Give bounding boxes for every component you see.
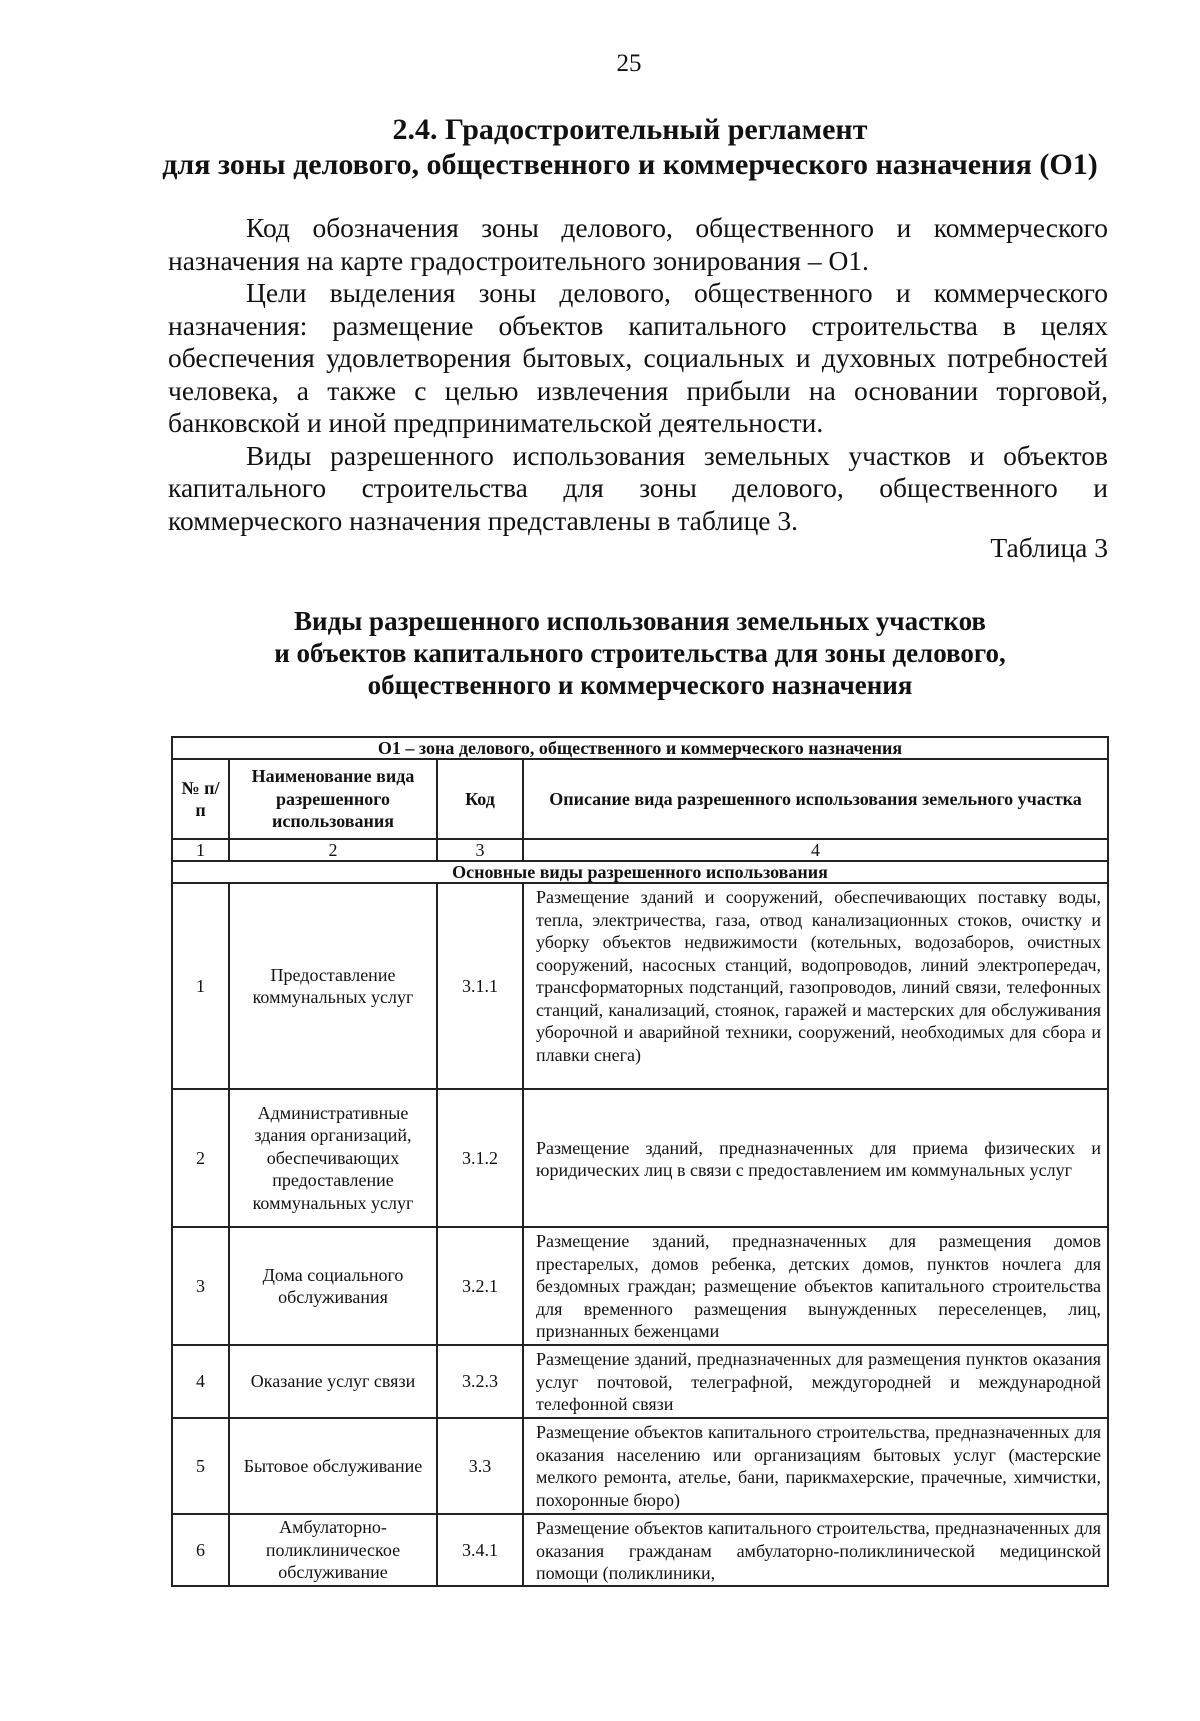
row-num: 3: [172, 1227, 229, 1345]
row-description: Размещение зданий, предназначенных для размещения домов престарелых, домов ребенка, детских домов, пунктов ночлега для бездомных граждан; размещение объектов капитального строительства для временного размещения вынужденных переселенцев, лиц, признанных беженцами: [523, 1227, 1108, 1345]
row-code: 3.1.1: [437, 883, 523, 1089]
row-name: Амбулаторно-поликлиническое обслуживание: [229, 1514, 437, 1586]
section-title: Основные виды разрешенного использования: [172, 861, 1108, 883]
section-heading: [150, 112, 1110, 182]
column-number: 1: [172, 839, 229, 861]
body-text: [168, 212, 1108, 537]
row-num: 1: [172, 883, 229, 1089]
paragraph: Цели выделения зоны делового, общественного и коммерческого назначения: размещение объектов капитального строительства в целях обеспечения удовлетворения бытовых, социальных и духовных потребностей человека, а также с целью извлечения прибыли на основании торговой, банковской и иной предпринимательской деятельности.: [168, 277, 1108, 438]
table-row: [172, 883, 1108, 1089]
column-number-row: [172, 839, 1108, 861]
row-name: Оказание услуг связи: [229, 1345, 437, 1418]
row-code: 3.2.1: [437, 1227, 523, 1345]
row-code: 3.1.2: [437, 1089, 523, 1227]
header-description: Описание вида разрешенного использования земельного участка: [523, 759, 1108, 839]
column-number: 3: [437, 839, 523, 861]
table-title-line: общественного и коммерческого назначения: [367, 670, 913, 700]
table-title-line: Виды разрешенного использования земельных участков: [294, 606, 986, 636]
header-code: Код: [437, 759, 523, 839]
table-row: [172, 1418, 1108, 1514]
row-num: 2: [172, 1089, 229, 1227]
row-code: 3.2.3: [437, 1345, 523, 1418]
zone-header: О1 – зона делового, общественного и коммерческого назначения: [172, 737, 1108, 759]
paragraph: Виды разрешенного использования земельных участков и объектов капитального строительства для зоны делового, общественного и коммерческого назначения представлены в таблице 3.: [168, 439, 1108, 536]
header-num: № п/п: [172, 759, 229, 839]
row-description: Размещение объектов капитального строительства, предназначенных для оказания гражданам амбулаторно-поликлинической медицинской помощи (поликлиники,: [523, 1514, 1108, 1586]
row-name: Предоставление коммунальных услуг: [229, 883, 437, 1089]
land-use-table: [171, 736, 1109, 1587]
row-description: Размещение объектов капитального строительства, предназначенных для оказания населению или организациям бытовых услуг (мастерские мелкого ремонта, ателье, бани, парикмахерские, прачечные, химчистки, похоронные бюро): [523, 1418, 1108, 1514]
row-name: Дома социального обслуживания: [229, 1227, 437, 1345]
section-heading-line: 2.4. Градостроительный регламент: [392, 113, 868, 146]
row-name: Административные здания организаций, обеспечивающих предоставление коммунальных услуг: [229, 1089, 437, 1227]
row-num: 6: [172, 1514, 229, 1586]
header-name: Наименование вида разрешенного использования: [229, 759, 437, 839]
column-number: 4: [523, 839, 1108, 861]
table-caption: Таблица 3: [990, 532, 1108, 563]
table-row: [172, 1089, 1108, 1227]
paragraph: Код обозначения зоны делового, общественного и коммерческого назначения на карте градостроительного зонирования – О1.: [168, 212, 1108, 276]
row-description: Размещение зданий, предназначенных для размещения пунктов оказания услуг почтовой, телеграфной, междугородней и международной телефонной связи: [523, 1345, 1108, 1418]
page-number: 25: [616, 50, 642, 77]
table-title-line: и объектов капитального строительства для зоны делового,: [274, 638, 1006, 668]
table-row: [172, 1227, 1108, 1345]
column-number: 2: [229, 839, 437, 861]
table-row: [172, 1345, 1108, 1418]
zone-header-row: [172, 737, 1108, 759]
row-name: Бытовое обслуживание: [229, 1418, 437, 1514]
row-code: 3.4.1: [437, 1514, 523, 1586]
row-num: 5: [172, 1418, 229, 1514]
row-code: 3.3: [437, 1418, 523, 1514]
row-description: Размещение зданий и сооружений, обеспечивающих поставку воды, тепла, электричества, газа, отвод канализационных стоков, очистку и уборку объектов недвижимости (котельных, водозаборов, очистных сооружений, насосных станций, водопроводов, линий электропередач, трансформаторных подстанций, газопроводов, линий связи, телефонных станций, канализаций, стоянок, гаражей и мастерских для обслуживания уборочной и аварийной техники, сооружений, необходимых для сбора и плавки снега): [523, 883, 1108, 1089]
row-description: Размещение зданий, предназначенных для приема физических и юридических лиц в связи с предоставлением им коммунальных услуг: [523, 1089, 1108, 1227]
table-title: [160, 605, 1120, 701]
section-heading-line: для зоны делового, общественного и коммерческого назначения (О1): [162, 148, 1098, 181]
column-header-row: [172, 759, 1108, 839]
row-num: 4: [172, 1345, 229, 1418]
table-row: [172, 1514, 1108, 1586]
section-title-row: [172, 861, 1108, 883]
